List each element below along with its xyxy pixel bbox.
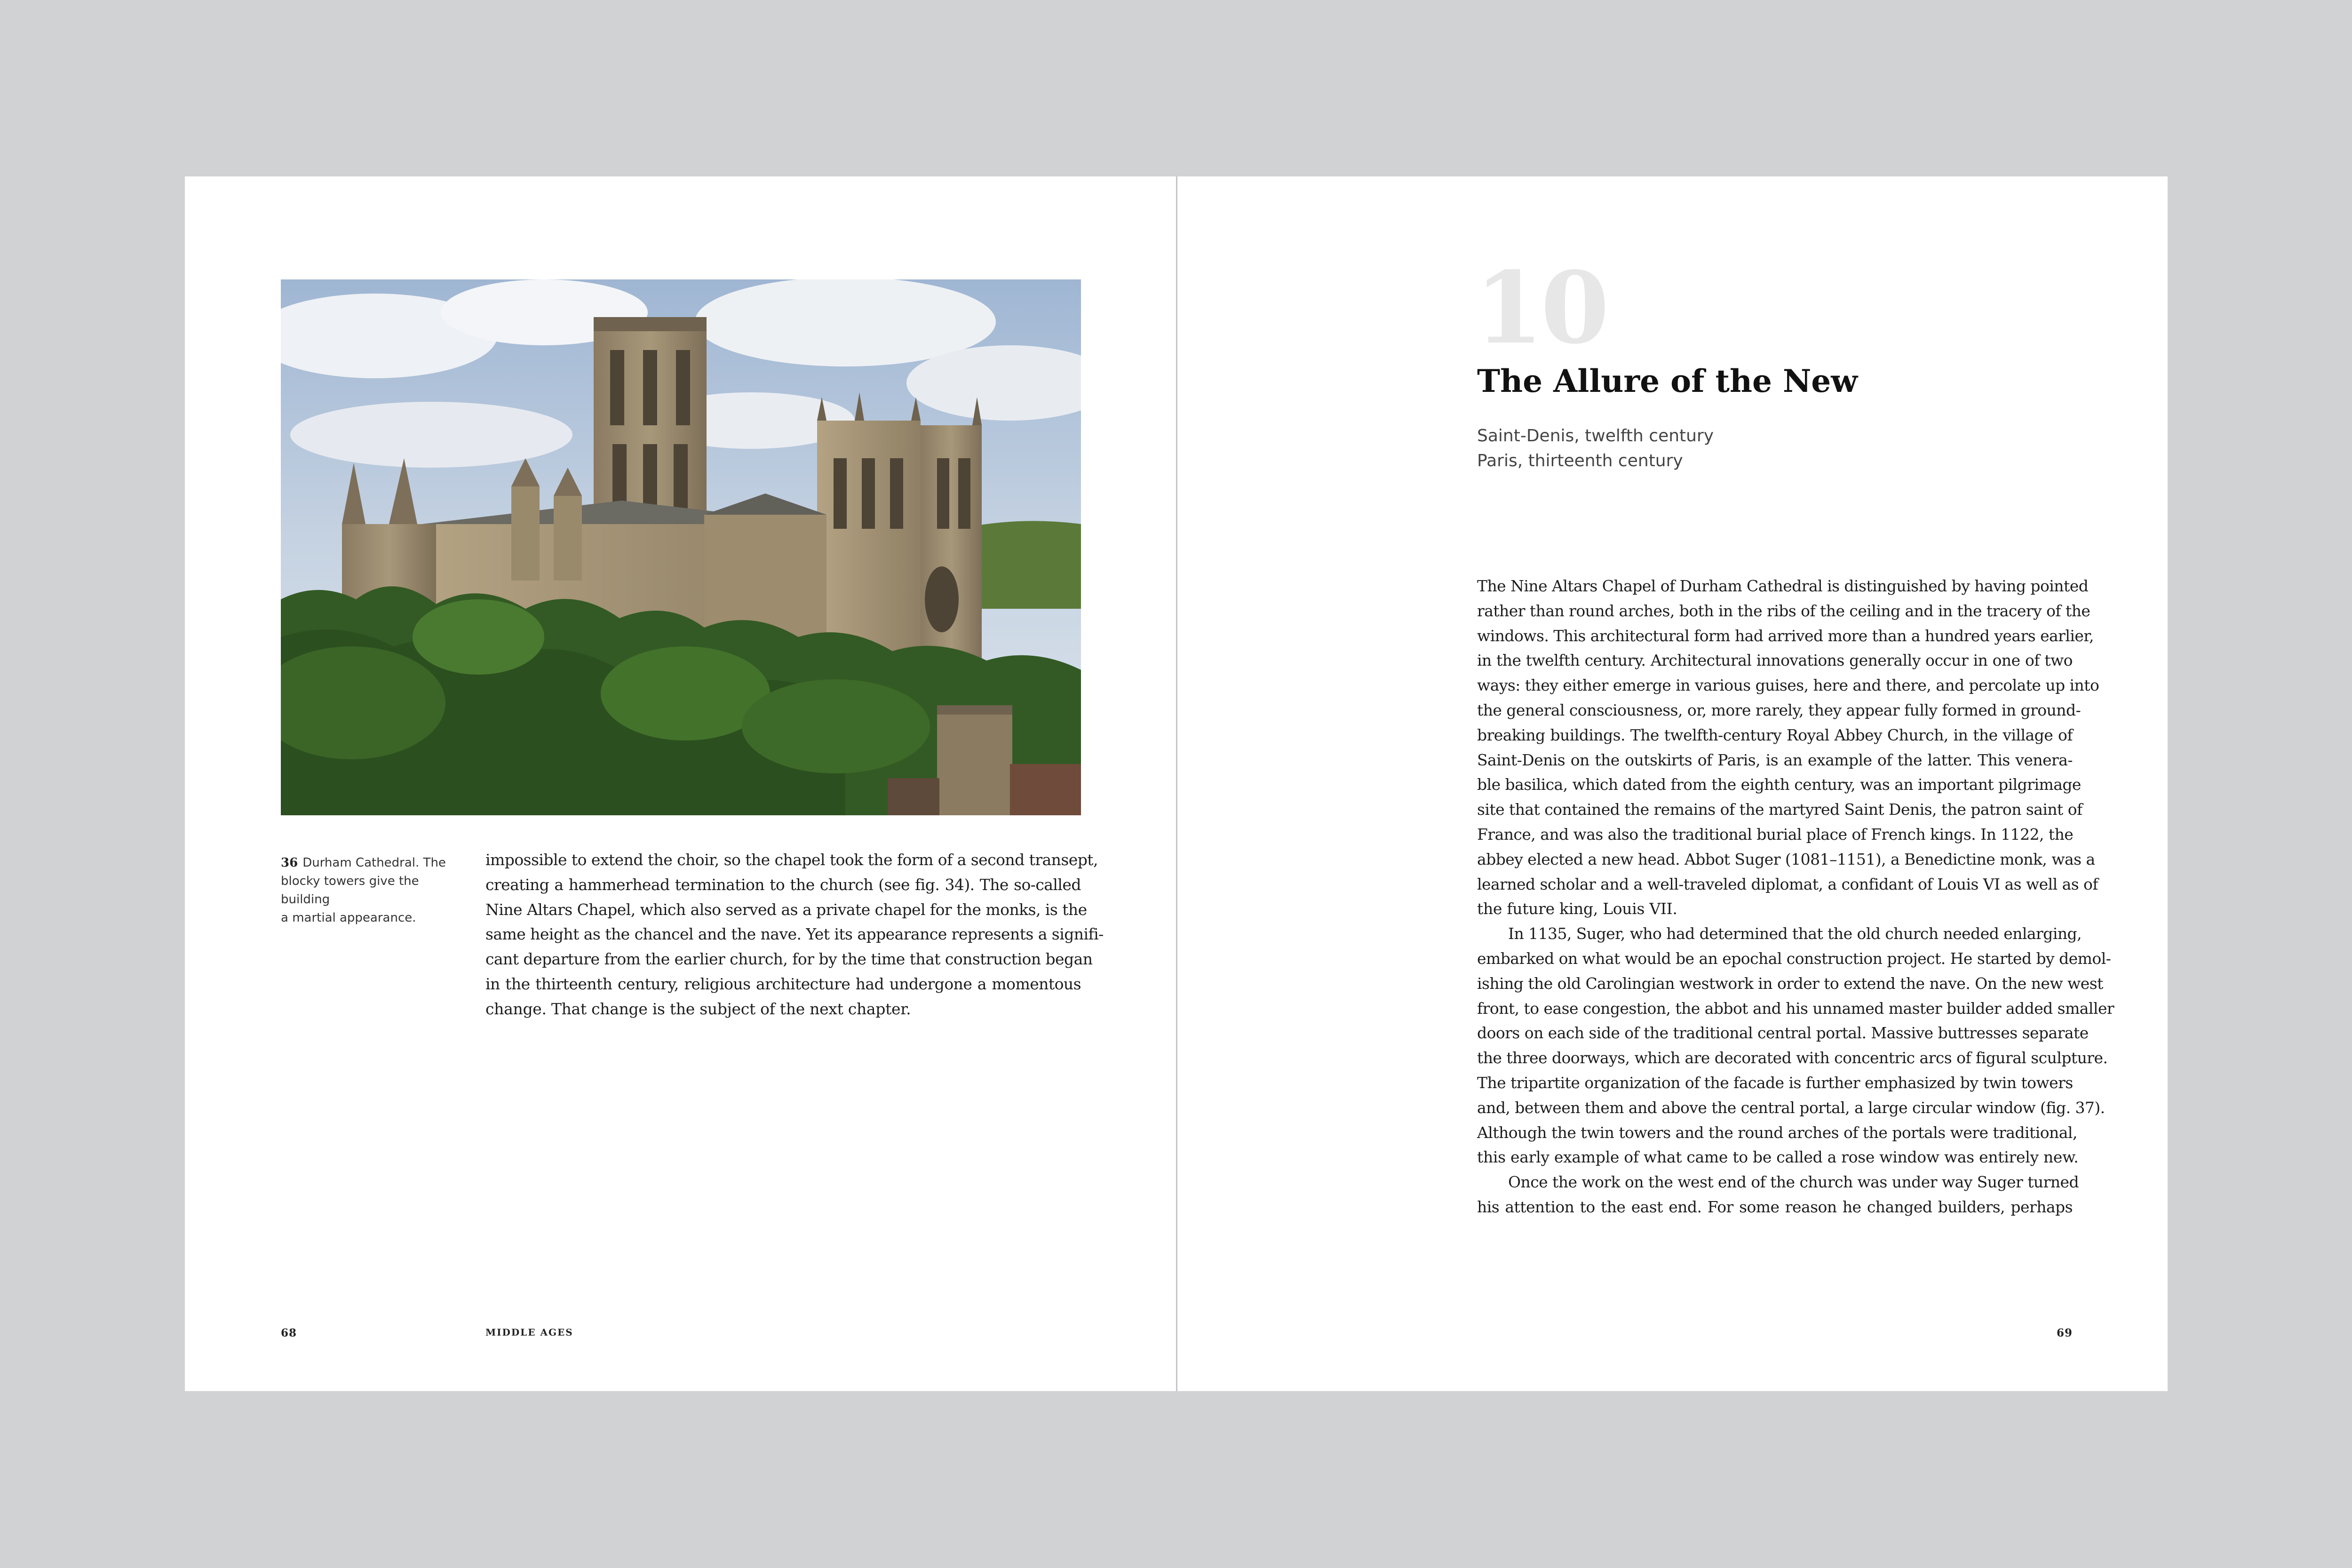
text-line: embarked on what would be an epochal construction project. He started by demol- — [1477, 949, 2111, 968]
text-line: The tripartite organization of the facade is further emphasized by twin towers — [1477, 1073, 2073, 1092]
text-line: doors on each side of the traditional central portal. Massive buttresses separate — [1477, 1024, 2089, 1043]
text-line: site that contained the remains of the martyred Saint Denis, the patron saint of — [1477, 800, 2082, 819]
text-line: creating a hammerhead termination to the church (see fig. 34). The so-called — [485, 875, 1081, 894]
text-line: in the thirteenth century, religious architecture had undergone a momentous — [485, 974, 1081, 993]
text-line: In 1135, Suger, who had determined that the old church needed enlarging, — [1508, 924, 2082, 943]
caption-line: blocky towers give the building — [281, 874, 419, 907]
book-gutter — [1176, 176, 1177, 1391]
text-line: this early example of what came to be called a rose window was entirely new. — [1477, 1148, 2079, 1167]
text-line: the general consciousness, or, more rarely, they appear fully formed in ground- — [1477, 700, 2081, 719]
text-line: his attention to the east end. For some reason he changed builders, perhaps — [1477, 1197, 2073, 1216]
text-line: and, between them and above the central portal, a large circular window (fig. 37). — [1477, 1098, 2105, 1117]
text-line: same height as the chancel and the nave. Yet its appearance represents a signifi- — [485, 925, 1104, 944]
page-number-left: 68 — [281, 1327, 297, 1339]
text-line: impossible to extend the choir, so the chapel took the form of a second transept, — [485, 851, 1098, 869]
caption-line: Durham Cathedral. The — [302, 856, 446, 870]
text-line: in the twelfth century. Architectural innovations generally occur in one of two — [1477, 651, 2073, 670]
figure-caption — [281, 854, 469, 927]
text-line: Nine Altars Chapel, which also served as a private chapel for the monks, is the — [485, 900, 1087, 919]
chapter-title: The Allure of the New — [1477, 363, 1858, 399]
text-line: ways: they either emerge in various guises, here and there, and percolate up into — [1477, 676, 2099, 695]
cathedral-photo — [281, 279, 1081, 815]
text-line: front, to ease congestion, the abbot and his unnamed master builder added smaller — [1477, 999, 2114, 1018]
text-line: ishing the old Carolingian westwork in order to extend the nave. On the new west — [1477, 974, 2103, 993]
text-line: cant departure from the earlier church, for by the time that construction began — [485, 950, 1093, 969]
text-line: France, and was also the traditional burial place of French kings. In 1122, the — [1477, 825, 2074, 844]
figure-number: 36 — [281, 856, 298, 870]
text-line: rather than round arches, both in the ribs of the ceiling and in the tracery of the — [1477, 601, 2090, 620]
text-line: Saint-Denis on the outskirts of Paris, is an example of the latter. This venera- — [1477, 750, 2073, 769]
subtitle-line: Paris, thirteenth century — [1477, 451, 1683, 470]
text-line: abbey elected a new head. Abbot Suger (1081–1151), a Benedictine monk, was a — [1477, 850, 2095, 868]
text-line: Although the twin towers and the round arches of the portals were traditional, — [1477, 1123, 2077, 1142]
text-line: the three doorways, which are decorated with concentric arcs of figural sculpture. — [1477, 1049, 2108, 1067]
text-line: windows. This architectural form had arrived more than a hundred years earlier, — [1477, 626, 2094, 645]
text-line: The Nine Altars Chapel of Durham Cathedral is distinguished by having pointed — [1477, 577, 2089, 595]
right-body-text — [1477, 574, 2114, 1220]
text-line: learned scholar and a well-traveled diplomat, a confidant of Louis VI as well as of — [1477, 875, 2098, 893]
caption-line: a martial appearance. — [281, 911, 416, 925]
text-line: Once the work on the west end of the church was under way Suger turned — [1508, 1173, 2079, 1192]
left-body-text — [485, 848, 1104, 1022]
subtitle-line: Saint-Denis, twelfth century — [1477, 426, 1714, 446]
running-head: MIDDLE AGES — [485, 1327, 573, 1338]
text-line: breaking buildings. The twelfth-century Royal Abbey Church, in the village of — [1477, 725, 2073, 744]
text-line: change. That change is the subject of the next chapter. — [485, 999, 911, 1018]
text-line: the future king, Louis VII. — [1477, 899, 1677, 918]
page-number-right: 69 — [2057, 1327, 2073, 1339]
chapter-subtitle — [1477, 423, 1714, 473]
chapter-number: 10 — [1475, 250, 1607, 366]
text-line: ble basilica, which dated from the eighth century, was an important pilgrimage — [1477, 775, 2081, 794]
